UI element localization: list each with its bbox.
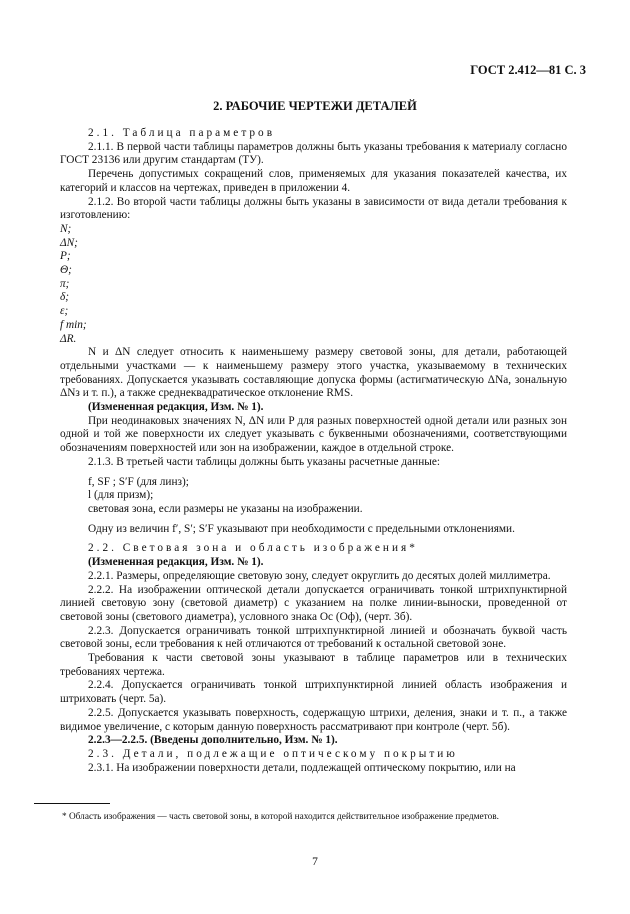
amendment-note: (Измененная редакция, Изм. № 1). — [88, 556, 264, 569]
amendment-note: 2.2.3—2.2.5. (Введены дополнительно, Изм. № 1). — [88, 734, 338, 747]
calc-item: l (для призм); — [88, 489, 154, 502]
paragraph: Одну из величин f′, S′; S′F указывают при необходимости с предельными отклонениями. — [88, 522, 515, 535]
subsection-heading: 2.3. Детали, подлежащие оптическому покрытию — [88, 747, 458, 760]
amendment-note: (Измененная редакция, Изм. № 1). — [88, 401, 264, 414]
symbol-item: δ; — [60, 291, 70, 304]
symbol-item: ΔR. — [60, 332, 77, 345]
standard-header: ГОСТ 2.412—81 С. 3 — [470, 63, 586, 77]
document-body — [60, 127, 567, 775]
symbol-item: N; — [60, 222, 72, 235]
symbol-item: f min; — [60, 318, 87, 331]
paragraph: N и ΔN следует относить к наименьшему размеру световой зоны, для детали, работающей отдельными участками — к наименьшему размеру этого участка, указываемому в технических требованиях. Допускается указывать составляющие допуска формы (астигматическую ΔNа, зональную ΔNз и т. п.), а также среднеквадратическое отклонение RMS. — [60, 346, 567, 400]
paragraph: Перечень допустимых сокращений слов, применяемых для указания показателей качества, их категорий и классов на чертежах, приведен в приложении 4. — [60, 168, 567, 194]
symbol-list — [60, 223, 567, 346]
section-title: 2. РАБОЧИЕ ЧЕРТЕЖИ ДЕТАЛЕЙ — [213, 99, 417, 113]
calc-item: световая зона, если размеры не указаны на изображении. — [88, 502, 363, 515]
paragraph: 2.2.2. На изображении оптической детали допускается ограничивать тонкой штрихпунктирной линией световую зону (световой диаметр) с указанием на полке линии-выноски, проведенной от световой зоны (светового диаметра), условного знака Ос (Оф), (черт. 3б). — [60, 583, 567, 623]
page-number: 7 — [312, 856, 318, 868]
paragraph: 2.2.4. Допускается ограничивать тонкой штрихпунктирной линией область изображения и штриховать (черт. 5а). — [60, 679, 567, 706]
paragraph: 2.2.5. Допускается указывать поверхность, содержащую штрихи, деления, знаки и т. п., а также видимое увеличение, с которым данную поверхность рассматривают при контроле (черт. 5б). — [60, 706, 567, 733]
symbol-item: π; — [60, 277, 70, 290]
paragraph: 2.1.2. Во второй части таблицы должны быть указаны в зависимости от вида детали требования к изготовлению: — [60, 195, 567, 222]
symbol-item: Θ; — [60, 264, 72, 277]
paragraph: 2.1.1. В первой части таблицы параметров должны быть указаны требования к материалу согласно ГОСТ 23136 или другим стандартам (ТУ). — [60, 140, 567, 167]
paragraph: 2.1.3. В третьей части таблицы должны быть указаны расчетные данные: — [88, 455, 440, 468]
footnote: * Область изображения — часть световой зоны, в которой находится действительное изображение предметов. — [62, 812, 499, 822]
calc-item: f, SF ; S′F (для линз); — [88, 475, 189, 488]
symbol-item: ΔN; — [60, 236, 78, 249]
paragraph: При неодинаковых значениях N, ΔN или P для разных поверхностей одной детали или разных зон одной и той же поверхности их следует указывать с буквенными обозначениями, соответствующими обозначениям поверхностей или зон на изображении, каждое в отдельной строке. — [60, 414, 567, 455]
paragraph: 2.2.1. Размеры, определяющие световую зону, следует округлить до десятых долей миллиметра. — [88, 569, 551, 582]
footnote-divider — [34, 803, 110, 804]
paragraph: 2.3.1. На изображении поверхности детали, подлежащей оптическому покрытию, или на — [88, 761, 516, 774]
symbol-item: P; — [60, 250, 71, 263]
paragraph: 2.2.3. Допускается ограничивать тонкой штрихпунктирной линией и обозначать буквой часть световой зоны, если требования к ней отличаются от требований к остальной световой зоне. — [60, 624, 567, 651]
paragraph: Требования к части световой зоны указывают в таблице параметров или в технических требованиях чертежа. — [60, 652, 567, 678]
subsection-heading: 2.1. Таблица параметров — [88, 127, 276, 139]
subsection-heading: 2.2. Световая зона и область изображения* — [88, 542, 418, 555]
symbol-item: ε; — [60, 305, 69, 318]
